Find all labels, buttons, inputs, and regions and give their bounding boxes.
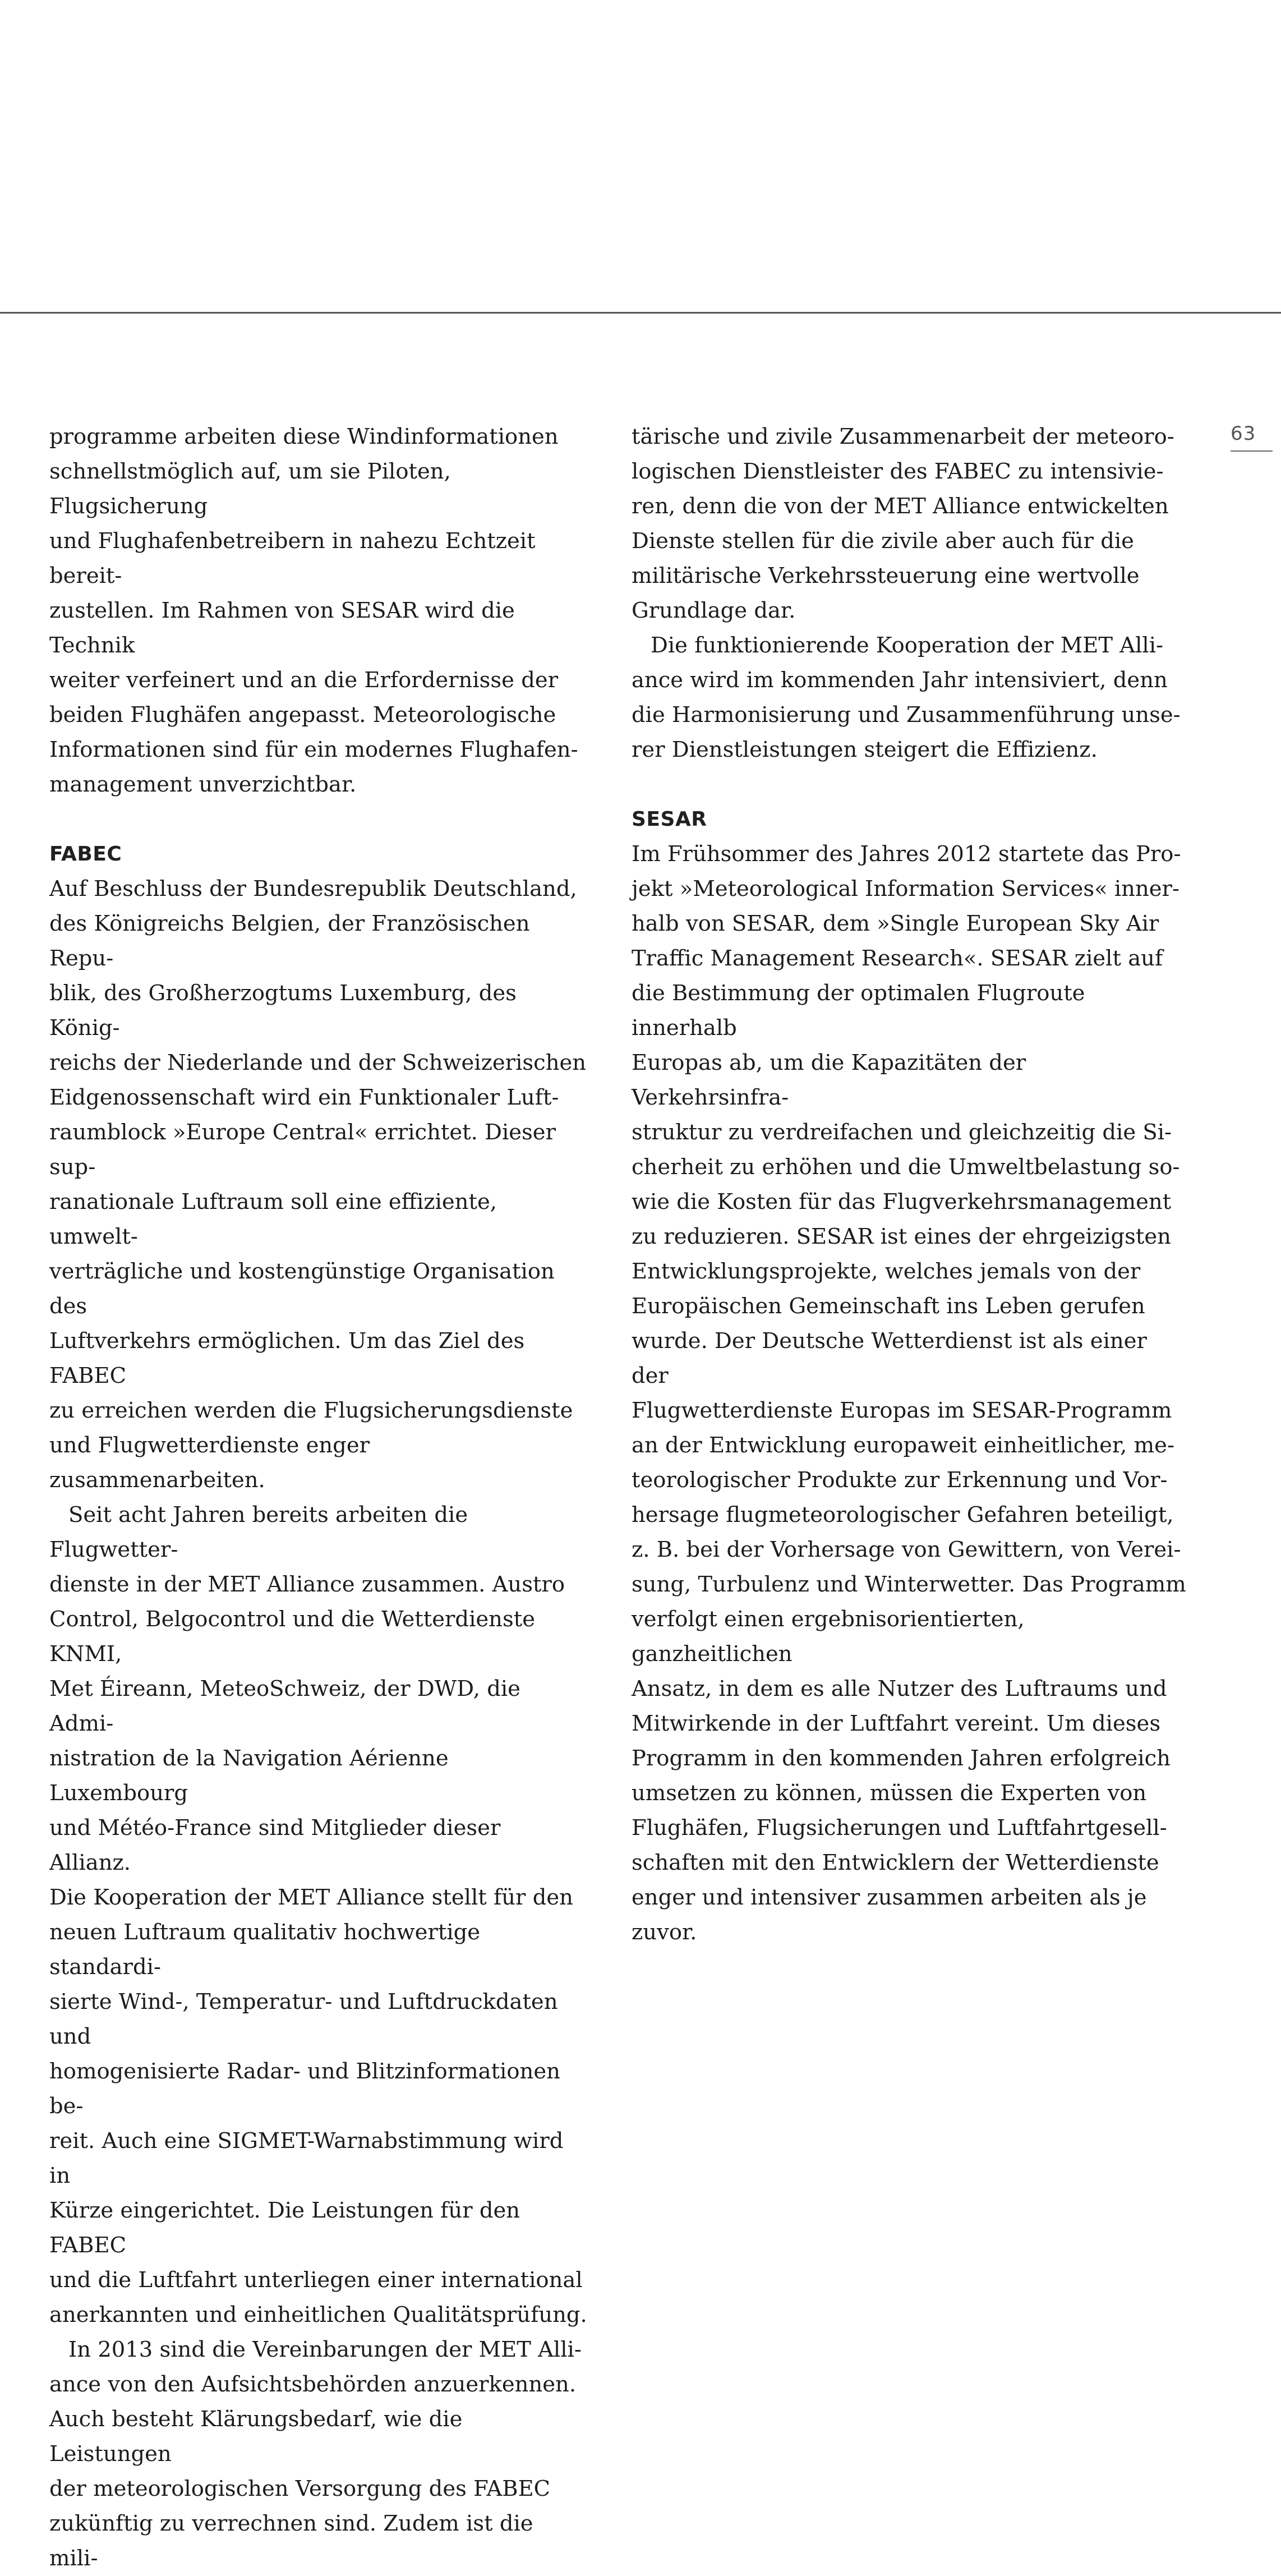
intro-paragraph: programme arbeiten diese Windinformationen schnellstmöglich auf, um sie Piloten, Flugsicherung und Flughafenbetreibern in nahezu Echtzeit bereit- zustellen. Im Rahmen von SESAR wird die Technik weiter verfeinert und an die Erfordernisse der beiden Flughäfen angepasst. Meteorologische Informationen sind für ein modernes Flughafen- management unverzichtbar. bbox=[49, 424, 578, 797]
fabec-paragraph-1: Auf Beschluss der Bundesrepublik Deutschland, des Königreichs Belgien, der Französischen Repu- blik, des Großherzogtums Luxemburg, des König- reichs der Niederlande und der Schweizerischen Eidgenossenschaft wird ein Funktionaler Luft- raumblock »Europe Central« errichtet. Dieser sup- ranationale Luftraum soll eine effiziente, umwelt- verträgliche und kostengünstige Organisation des Luftverkehrs ermöglichen. Um das Ziel des FABEC zu erreichen werden die Flugsicherungsdienste und Flugwetterdienste enger zusammenarbeiten. bbox=[49, 876, 587, 1493]
left-column bbox=[49, 420, 588, 2576]
page-number: 63 bbox=[1231, 422, 1256, 445]
fabec-paragraph-2: Seit acht Jahren bereits arbeiten die Flugwetter- dienste in der MET Alliance zusammen. Austro Control, Belgocontrol und die Wetterdienste KNMI, Met Éireann, MeteoSchweiz, der DWD, die Admi- nistration de la Navigation Aérienne Luxembourg und Météo-France sind Mitglieder dieser Allianz. Die Kooperation der MET Alliance stellt für den neuen Luftraum qualitativ hochwertige standardi- sierte Wind-, Temperatur- und Luftdruckdaten und homogenisierte Radar- und Blitzinformationen be- reit. Auch eine SIGMET-Warnabstimmung wird in Kürze eingerichtet. Die Leistungen für den FABEC und die Luftfahrt unterliegen einer international anerkannten und einheitlichen Qualitätsprüfung. bbox=[49, 1502, 587, 2327]
right-column bbox=[632, 420, 1187, 1950]
section-spacer bbox=[49, 802, 588, 837]
fabec-continuation-paragraph: tärische und zivile Zusammenarbeit der meteoro- logischen Dienstleister des FABEC zu intensivie- ren, denn die von der MET Alliance entwickelten Dienste stellen für die zivile aber auch für die militärische Verkehrssteuerung eine wertvolle Grundlage dar. bbox=[632, 424, 1174, 623]
sesar-paragraph: Im Frühsommer des Jahres 2012 startete das Pro- jekt »Meteorological Information Services« inner- halb von SESAR, dem »Single European Sky Air Traffic Management Research«. SESAR zielt auf die Bestimmung der optimalen Flugroute innerhalb Europas ab, um die Kapazitäten der Verkehrsinfra- struktur zu verdreifachen und gleichzeitig die Si- cherheit zu erhöhen und die Umweltbelastung so- wie die Kosten für das Flugverkehrsmanagement zu reduzieren. SESAR ist eines der ehrgeizigsten Entwicklungsprojekte, welches jemals von der Europäischen Gemeinschaft ins Leben gerufen wurde. Der Deutsche Wetterdienst ist als einer der Flugwetterdienste Europas im SESAR-Programm an der Entwicklung europaweit einheitlicher, me- teorologischer Produkte zur Erkennung und Vor- hersage flugmeteorologischer Gefahren beteiligt, z. B. bei der Vorhersage von Gewittern, von Verei- sung, Turbulenz und Winterwetter. Das Programm verfolgt einen ergebnisorientierten, ganzheitlichen Ansatz, in dem es alle Nutzer des Luftraums und Mitwirkende in der Luftfahrt vereint. Um dieses Programm in den kommenden Jahren erfolgreich umsetzen zu können, müssen die Experten von Flughäfen, Flugsicherungen und Luftfahrtgesell- schaften mit den Entwicklern der Wetterdienste enger und intensiver zusammen arbeiten als je zuvor. bbox=[632, 841, 1186, 1945]
page-number-underline bbox=[1231, 450, 1273, 452]
header-divider bbox=[0, 312, 1281, 314]
fabec-heading: FABEC bbox=[49, 843, 122, 866]
sesar-heading: SESAR bbox=[632, 808, 707, 831]
cooperation-paragraph: Die funktionierende Kooperation der MET Alli- ance wird im kommenden Jahr intensiviert, denn die Harmonisierung und Zusammenführung unse- rer Dienstleistungen steigert die Effizienz. bbox=[632, 633, 1181, 762]
section-spacer bbox=[632, 767, 1187, 802]
fabec-paragraph-3: In 2013 sind die Vereinbarungen der MET Alli- ance von den Aufsichtsbehörden anzuerkennen. Auch besteht Klärungsbedarf, wie die Leistungen der meteorologischen Versorgung des FABEC zukünftig zu verrechnen sind. Zudem ist die mili- bbox=[49, 2337, 582, 2571]
